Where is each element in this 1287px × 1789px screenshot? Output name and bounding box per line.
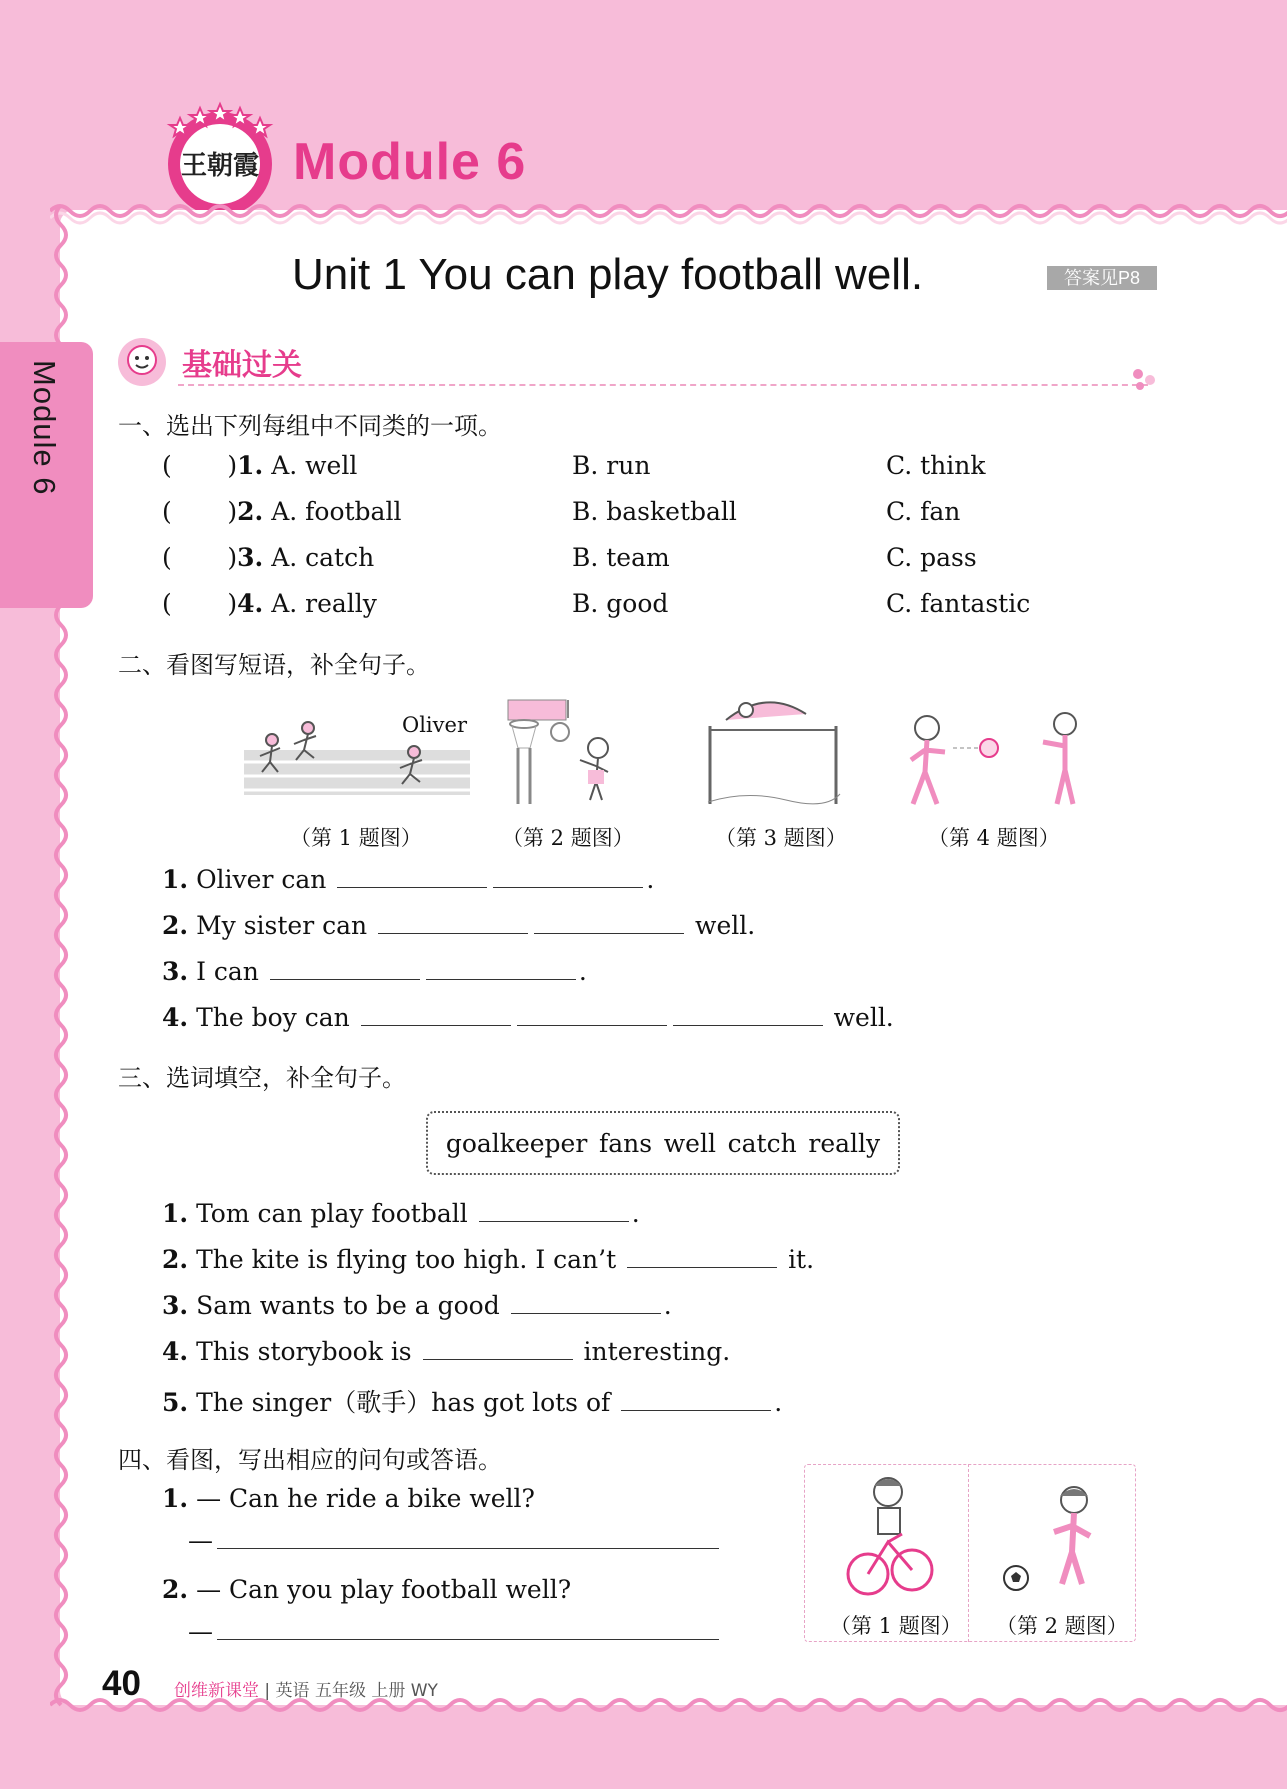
girl-with-football-picture — [994, 1476, 1114, 1596]
q3-heading: 三、选词填空，补全句子。 — [118, 1064, 406, 1092]
footer-book-info — [174, 1676, 438, 1701]
word-bank-item: really — [808, 1128, 881, 1158]
answer-blank[interactable] — [621, 1389, 771, 1411]
answer-blank[interactable] — [361, 1004, 511, 1026]
q4-item-1-answer — [188, 1526, 719, 1555]
sentence-text: Sam wants to be a good — [196, 1291, 500, 1320]
q4-caption-1: （第 1 题图） — [830, 1614, 962, 1638]
answer-blank[interactable] — [627, 1246, 777, 1268]
answer-line[interactable] — [217, 1527, 719, 1549]
item-number: 2. — [162, 1575, 189, 1604]
item-number: 1. — [162, 1484, 189, 1513]
sentence-text: The singer（歌手）has got lots of — [196, 1388, 611, 1417]
sentence-end: . — [663, 1291, 672, 1320]
module-title: Module 6 — [293, 133, 527, 191]
q1-item-4 — [162, 589, 377, 618]
q2-item-2 — [162, 911, 755, 940]
q1-item-4-option-b: B. good — [572, 589, 669, 618]
option-a: A. well — [271, 451, 358, 480]
answer-reference-badge: 答案见P8 — [1047, 266, 1157, 290]
item-number: 2. — [162, 911, 189, 940]
item-number: 2. — [162, 1245, 189, 1274]
q1-item-2 — [162, 497, 401, 526]
q2-caption-2: （第 2 题图） — [502, 826, 634, 850]
option-a: A. catch — [271, 543, 375, 572]
footer-info: | 英语 五年级 上册 WY — [264, 1681, 438, 1701]
item-number: 2. — [237, 497, 264, 526]
section-title: 基础过关 — [182, 348, 302, 383]
answer-blank[interactable] — [511, 1292, 661, 1314]
q2-item-1 — [162, 865, 654, 894]
answer-blank[interactable] — [673, 1004, 823, 1026]
q1-item-2-option-b: B. basketball — [572, 497, 737, 526]
q1-item-4-option-c: C. fantastic — [886, 589, 1031, 618]
sentence-end: . — [774, 1388, 783, 1417]
svg-text:王朝霞: 王朝霞 — [180, 151, 260, 181]
sentence-text: My sister can — [196, 911, 368, 940]
q1-heading: 一、选出下列每组中不同类的一项。 — [118, 412, 502, 440]
answer-blank[interactable] — [270, 958, 420, 980]
q4-heading: 四、看图，写出相应的问句或答语。 — [118, 1446, 502, 1474]
item-number: 3. — [162, 957, 189, 986]
answer-blank[interactable] — [479, 1200, 629, 1222]
q3-item-1 — [162, 1199, 640, 1228]
question-text: — Can he ride a bike well? — [196, 1484, 535, 1513]
sentence-end: it. — [788, 1245, 815, 1274]
sentence-end: interesting. — [583, 1337, 731, 1366]
q3-item-3 — [162, 1291, 672, 1320]
wave-border-top — [50, 196, 1287, 226]
answer-dash: — — [188, 1617, 213, 1646]
answer-bracket[interactable]: ( ) — [162, 543, 238, 572]
q4-item-2-question — [162, 1575, 571, 1604]
q2-caption-4: （第 4 题图） — [928, 826, 1060, 850]
q2-caption-1: （第 1 题图） — [290, 826, 422, 850]
item-number: 4. — [162, 1337, 189, 1366]
word-bank-item: well — [663, 1128, 716, 1158]
item-number: 1. — [162, 865, 189, 894]
sentence-text: Tom can play football — [196, 1199, 468, 1228]
side-tab-label: Module 6 — [27, 360, 62, 496]
q2-caption-3: （第 3 题图） — [715, 826, 847, 850]
item-number: 4. — [162, 1003, 189, 1032]
q1-item-1-option-b: B. run — [572, 451, 651, 480]
item-number: 3. — [237, 543, 264, 572]
item-number: 1. — [237, 451, 264, 480]
catch-ball-picture — [885, 700, 1085, 810]
answer-blank[interactable] — [426, 958, 576, 980]
boy-riding-bike-picture — [846, 1470, 934, 1600]
footer-brand: 创维新课堂 — [174, 1681, 259, 1701]
section-divider — [178, 384, 1148, 386]
sentence-end: well. — [695, 911, 756, 940]
answer-line[interactable] — [217, 1618, 719, 1640]
q1-item-1 — [162, 451, 357, 480]
option-a: A. football — [271, 497, 402, 526]
decorative-dots-icon — [1130, 366, 1160, 392]
page-number: 40 — [102, 1664, 141, 1703]
q3-item-4 — [162, 1337, 730, 1366]
q2-item-3 — [162, 957, 587, 986]
basketball-picture — [500, 698, 640, 808]
picture-label-oliver: Oliver — [402, 713, 467, 737]
item-number: 3. — [162, 1291, 189, 1320]
unit-title: Unit 1 You can play football well. — [292, 250, 924, 299]
word-bank-item: goalkeeper — [445, 1128, 588, 1158]
q1-item-3-option-b: B. team — [572, 543, 670, 572]
word-bank-item: fans — [598, 1128, 653, 1158]
item-number: 1. — [162, 1199, 189, 1228]
sentence-text: Oliver can — [196, 865, 327, 894]
word-bank — [426, 1111, 900, 1175]
word-bank-item: catch — [727, 1128, 797, 1158]
sentence-end: . — [631, 1199, 640, 1228]
answer-blank[interactable] — [493, 866, 643, 888]
q1-item-3-option-c: C. pass — [886, 543, 977, 572]
option-a: A. really — [271, 589, 377, 618]
sentence-end: . — [646, 865, 655, 894]
answer-bracket[interactable]: ( ) — [162, 451, 238, 480]
section-header — [116, 336, 1160, 386]
q2-heading: 二、看图写短语，补全句子。 — [118, 651, 430, 679]
answer-blank[interactable] — [378, 912, 528, 934]
q3-item-2 — [162, 1245, 814, 1274]
q1-item-1-option-c: C. think — [886, 451, 986, 480]
question-text: — Can you play football well? — [196, 1575, 572, 1604]
q1-item-2-option-c: C. fan — [886, 497, 961, 526]
sentence-end: . — [578, 957, 587, 986]
answer-blank[interactable] — [337, 866, 487, 888]
q4-item-1-question — [162, 1484, 535, 1513]
answer-bracket[interactable]: ( ) — [162, 589, 238, 618]
q3-item-5 — [162, 1383, 782, 1419]
answer-bracket[interactable]: ( ) — [162, 497, 238, 526]
kid-mascot-icon — [116, 336, 168, 388]
high-jump-picture — [706, 690, 842, 808]
answer-blank[interactable] — [423, 1338, 573, 1360]
q4-caption-2: （第 2 题图） — [996, 1614, 1128, 1638]
q4-picture-divider — [968, 1464, 969, 1642]
answer-blank[interactable] — [517, 1004, 667, 1026]
answer-dash: — — [188, 1526, 213, 1555]
sentence-text: The kite is flying too high. I can’t — [196, 1245, 617, 1274]
q4-item-2-answer — [188, 1617, 719, 1646]
sentence-text: The boy can — [196, 1003, 350, 1032]
answer-blank[interactable] — [534, 912, 684, 934]
q2-item-4 — [162, 1003, 894, 1032]
sentence-end: well. — [833, 1003, 894, 1032]
item-number: 4. — [237, 589, 264, 618]
sentence-text: This storybook is — [196, 1337, 412, 1366]
sentence-text: I can — [196, 957, 259, 986]
item-number: 5. — [162, 1388, 189, 1417]
q1-item-3 — [162, 543, 374, 572]
